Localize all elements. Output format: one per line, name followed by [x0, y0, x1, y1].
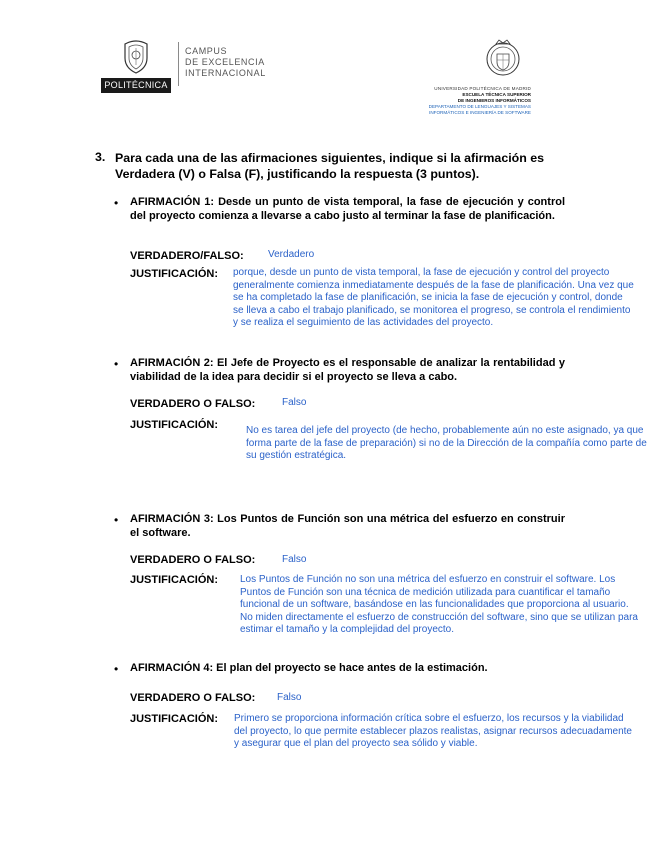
campus-line: DE EXCELENCIA [185, 57, 265, 67]
tf-answer-1: Verdadero [268, 249, 315, 260]
justification-3: Los Puntos de Función no son una métrica del esfuerzo en construir el software. Los Puntos de Función son una técnica de medición utilizada para cuantificar el tamaño funcional de un software, basándose en las funcionalidades que proporciona al usuario. No miden directamente el esfuerzo de construcción del software, sino que se utilizan para estimar el tamaño y la complejidad del proyecto. [240, 574, 638, 636]
campus-excelencia-text [185, 46, 266, 79]
justification-label-1: JUSTIFICACIÓN: [130, 268, 218, 280]
tf-label-4: VERDADERO O FALSO: [130, 692, 256, 704]
tf-answer-2: Falso [282, 397, 307, 408]
statement-2: AFIRMACIÓN 2: El Jefe de Proyecto es el responsable de analizar la rentabilidad y viabilidad de la idea para decidir si el proyecto se lleva a cabo. [130, 357, 565, 383]
question-text: Para cada una de las afirmaciones siguientes, indique si la afirmación es Verdadera (V) o Falsa (F), justificando la respuesta (3 puntos). [115, 151, 545, 181]
campus-line: CAMPUS [185, 46, 228, 56]
justification-2: No es tarea del jefe del proyecto (de hecho, probablemente aún no este asignado, ya que forma parte de la fase de preparación) si no de la Dirección de la compañía como parte de su gestión estratégica. [246, 425, 647, 462]
etsi-line: INFORMÁTICOS E INGENIERÍA DE SOFTWARE [429, 110, 531, 115]
upm-logo [101, 38, 171, 96]
tf-label-3: VERDADERO O FALSO: [130, 554, 256, 566]
statement-3: AFIRMACIÓN 3: Los Puntos de Función son una métrica del esfuerzo en construir el software. [130, 513, 565, 539]
tf-label-2: VERDADERO O FALSO: [130, 398, 256, 410]
etsi-crest-icon [484, 38, 522, 78]
justification-label-3: JUSTIFICACIÓN: [130, 574, 218, 586]
justification-4: Primero se proporciona información crítica sobre el esfuerzo, los recursos y la viabilidad del proyecto, lo que permite establecer plazos realistas, asignar recursos adecuadamente y asegurar que el plan del proyecto sea sólido y viable. [234, 713, 632, 750]
logo-divider [178, 42, 179, 86]
bullet-marker: • [114, 662, 119, 676]
bullet-marker: • [114, 357, 119, 371]
tf-answer-3: Falso [282, 554, 307, 565]
tf-label-1: VERDADERO/FALSO: [130, 250, 244, 262]
statement-1: AFIRMACIÓN 1: Desde un punto de vista temporal, la fase de ejecución y control del proyecto comienza a llevarse a cabo justo al terminar la fase de planificación. [130, 196, 565, 222]
etsi-line: ESCUELA TÉCNICA SUPERIOR [462, 92, 531, 97]
tf-answer-4: Falso [277, 692, 302, 703]
bullet-marker: • [114, 196, 119, 210]
etsi-line: DE INGENIEROS INFORMÁTICOS [457, 98, 531, 103]
bullet-marker: • [114, 513, 119, 527]
justification-label-2: JUSTIFICACIÓN: [130, 419, 218, 431]
etsi-department-text [413, 86, 531, 116]
justification-1: porque, desde un punto de vista temporal, la fase de ejecución y control del proyecto generalmente comienza inmediatamente después de la fase de planificación. Una vez que se ha completado la fase de planificación, se inicia la fase de ejecución y control, donde se lleva a cabo el trabajo planificado, se monitorea el progreso, se controla el rendimiento y se realiza el seguimiento de las actividades del proyecto. [233, 267, 634, 329]
campus-line: INTERNACIONAL [185, 68, 266, 78]
politecnica-band: POLITÉCNICA [101, 78, 171, 93]
question-number: 3. [95, 150, 106, 164]
etsi-line: UNIVERSIDAD POLITÉCNICA DE MADRID [434, 86, 531, 91]
justification-label-4: JUSTIFICACIÓN: [130, 713, 218, 725]
etsi-line: DEPARTAMENTO DE LENGUAJES Y SISTEMAS [428, 104, 531, 109]
statement-4: AFIRMACIÓN 4: El plan del proyecto se hace antes de la estimación. [130, 662, 488, 674]
university-crest-icon [121, 38, 151, 74]
